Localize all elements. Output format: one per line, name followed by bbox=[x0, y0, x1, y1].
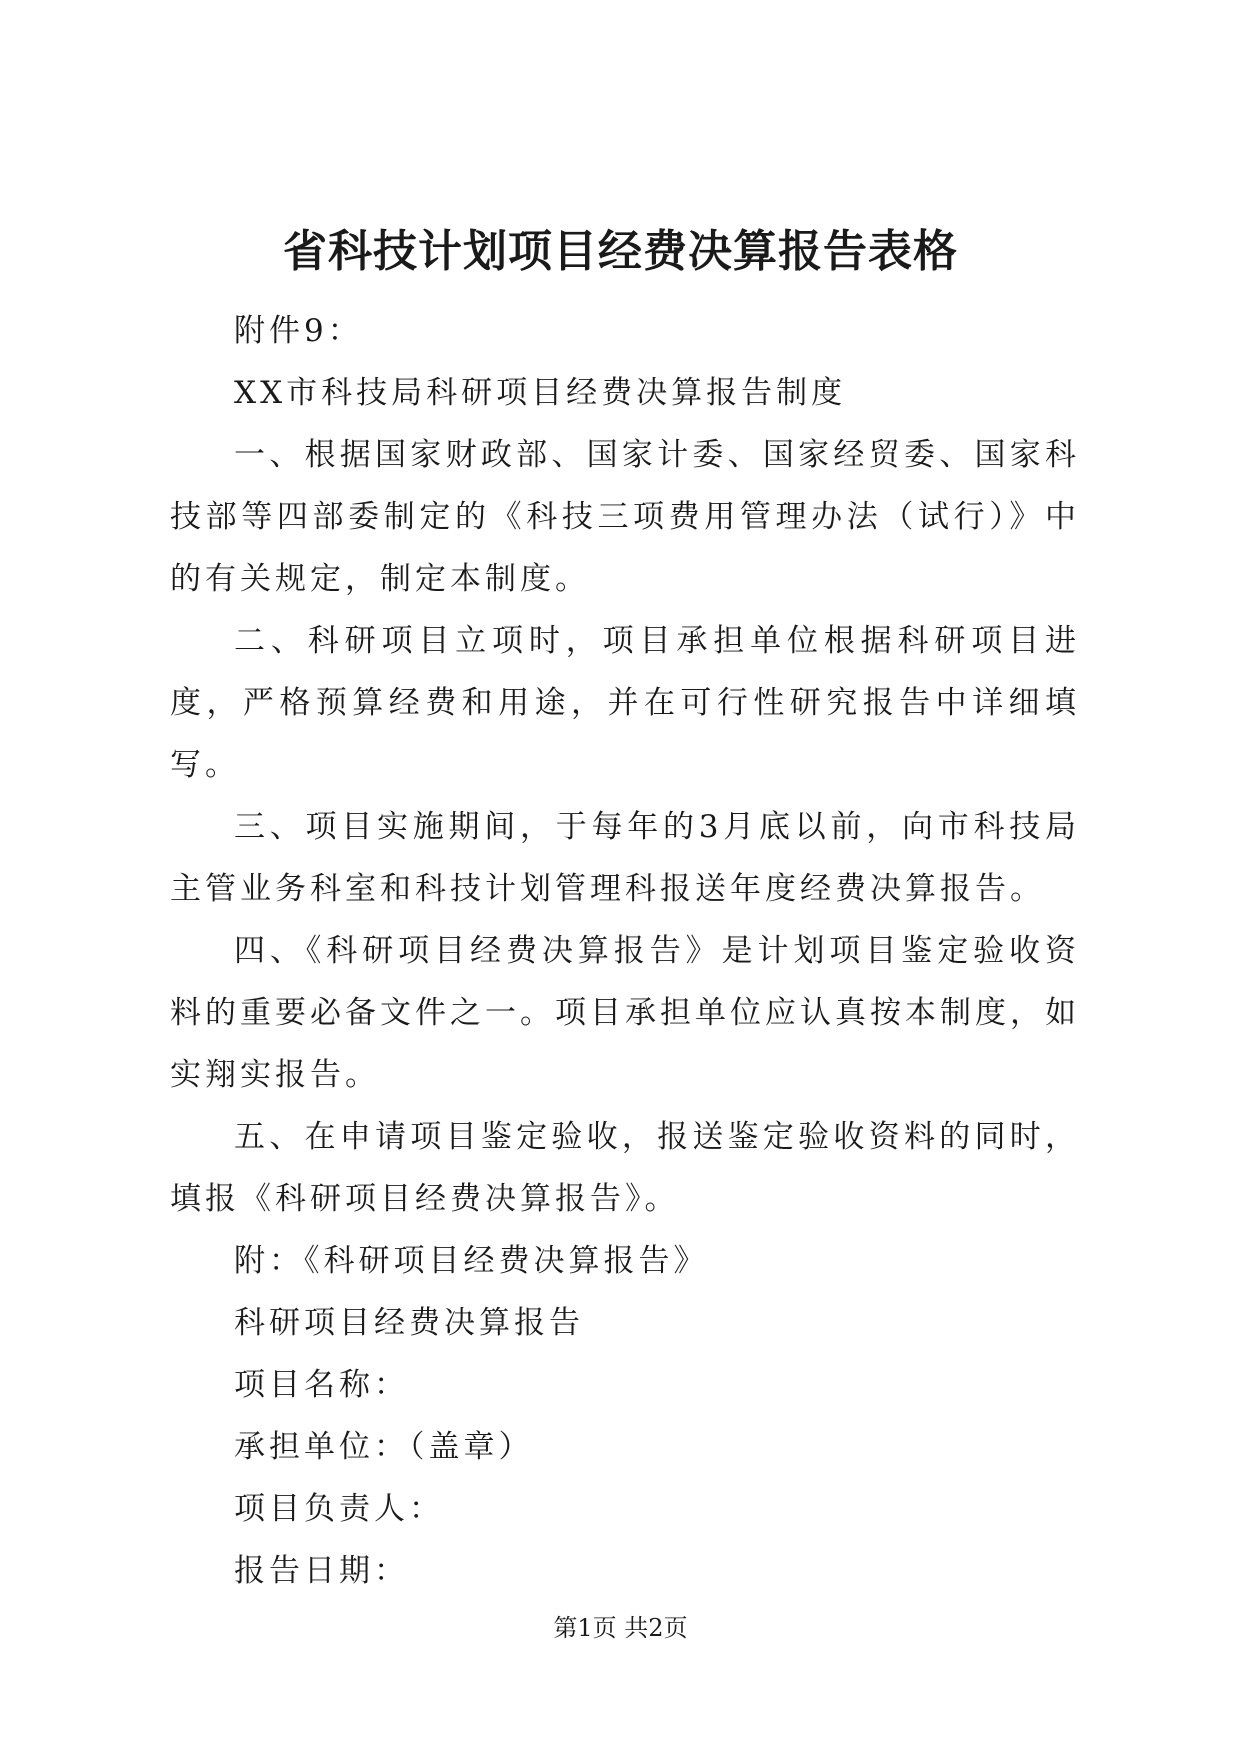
attachment-label: 附件9： bbox=[234, 313, 363, 349]
clause-2: 二、科研项目立项时，项目承担单位根据科研项目进度，严格预算经费和用途，并在可行性研究报告中详细填写。 bbox=[170, 623, 1080, 783]
document-title: 省科技计划项目经费决算报告表格 bbox=[283, 226, 958, 277]
report-heading: 科研项目经费决算报告 bbox=[234, 1305, 584, 1341]
field-project-name: 项目名称： bbox=[234, 1367, 409, 1403]
field-project-leader: 项目负责人： bbox=[234, 1491, 444, 1527]
clause-1: 一、根据国家财政部、国家计委、国家经贸委、国家科技部等四部委制定的《科技三项费用管理办法（试行）》中的有关规定，制定本制度。 bbox=[170, 437, 1080, 597]
appendix-note: 附：《科研项目经费决算报告》 bbox=[234, 1243, 709, 1279]
page-footer bbox=[0, 1612, 1241, 1644]
field-report-date: 报告日期： bbox=[234, 1553, 409, 1589]
clause-5: 五、在申请项目鉴定验收，报送鉴定验收资料的同时，填报《科研项目经费决算报告》。 bbox=[170, 1119, 1080, 1217]
document-body bbox=[170, 300, 1080, 1602]
field-undertaking-unit: 承担单位：（盖章） bbox=[234, 1429, 534, 1465]
clause-4: 四、《科研项目经费决算报告》是计划项目鉴定验收资料的重要必备文件之一。项目承担单位应认真按本制度，如实翔实报告。 bbox=[170, 933, 1080, 1093]
clause-3: 三、项目实施期间，于每年的3月底以前，向市科技局主管业务科室和科技计划管理科报送年度经费决算报告。 bbox=[170, 809, 1080, 907]
system-title: XX市科技局科研项目经费决算报告制度 bbox=[234, 375, 847, 411]
page-number: 第1页 共2页 bbox=[553, 1614, 688, 1642]
